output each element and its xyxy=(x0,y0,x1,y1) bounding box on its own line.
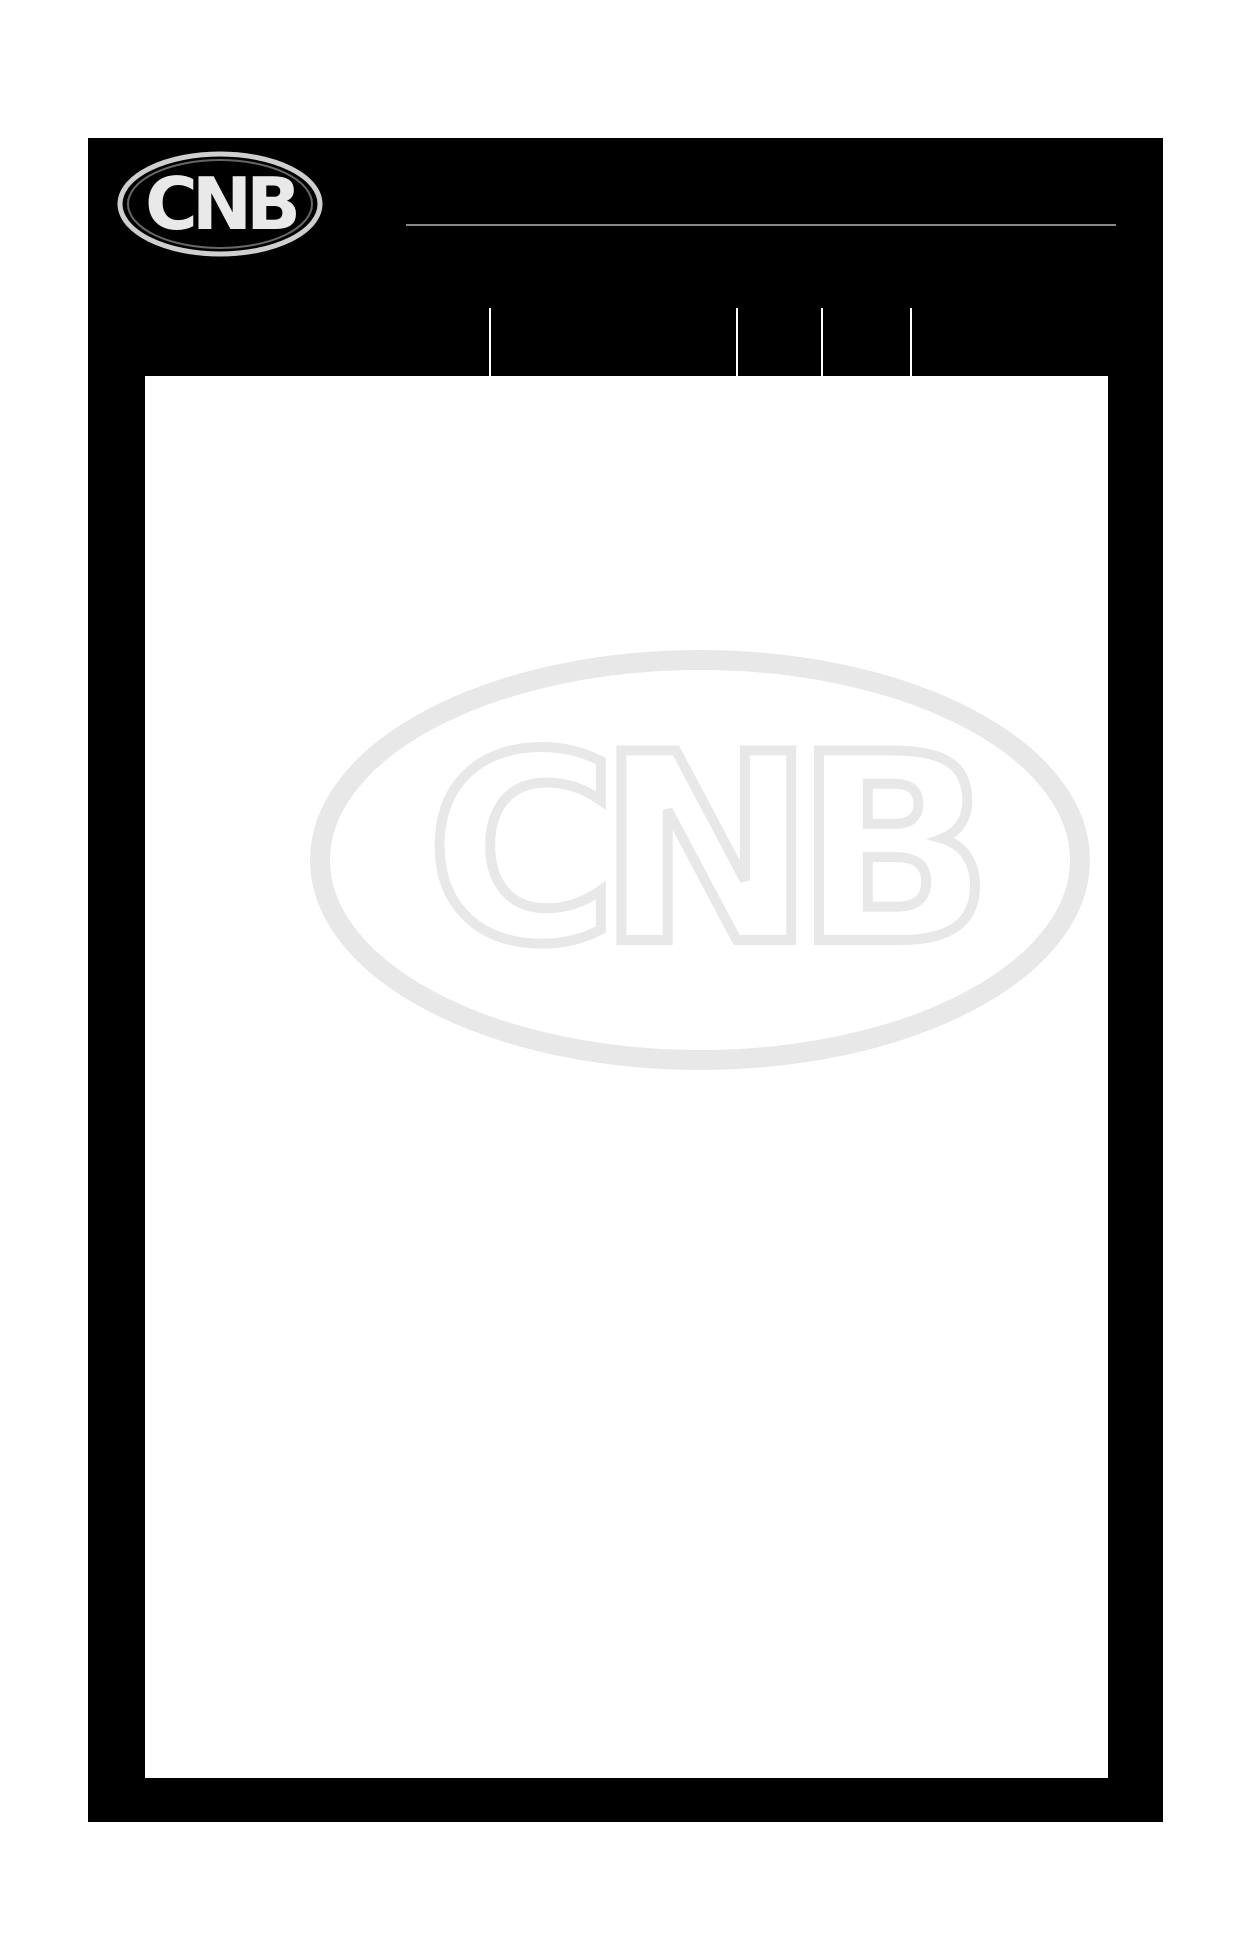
cnb-logo xyxy=(110,144,330,304)
col-velocidad xyxy=(911,308,1028,376)
header-divider xyxy=(910,308,912,376)
poster xyxy=(88,138,1163,1822)
title-divider xyxy=(406,224,1116,226)
col-peso xyxy=(737,308,821,376)
logo-text: CNB xyxy=(145,162,295,246)
col-longitud xyxy=(822,308,910,376)
header-divider xyxy=(489,308,491,376)
ammo-table xyxy=(88,308,1163,1778)
table-header xyxy=(88,308,1108,376)
col-tipo xyxy=(145,308,435,376)
table-body xyxy=(145,376,1108,1778)
header xyxy=(88,138,1163,308)
header-divider xyxy=(736,308,738,376)
col-cartucho xyxy=(436,308,736,376)
header-divider xyxy=(821,308,823,376)
